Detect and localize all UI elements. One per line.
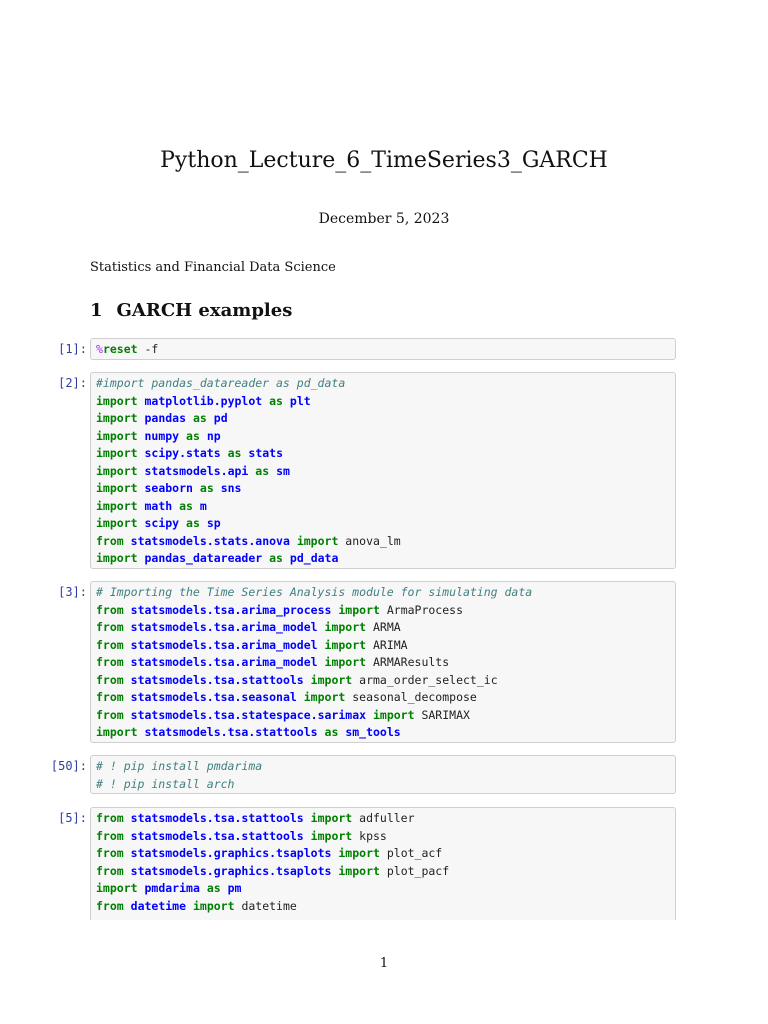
code-token: import	[96, 446, 138, 460]
code-token	[193, 499, 200, 513]
code-token	[318, 725, 325, 739]
code-line	[96, 637, 670, 655]
code-token	[124, 673, 131, 687]
code-token: as	[192, 411, 207, 425]
code-token: as	[186, 516, 200, 530]
code-token: statsmodels.tsa.arima_process	[130, 602, 332, 617]
code-token: # Importing the Time Series Analysis module for simulating data	[96, 585, 533, 599]
code-token: # ! pip install arch	[96, 776, 235, 791]
section-number: 1	[90, 300, 103, 321]
code-token: ARMA	[366, 620, 401, 634]
code-input-area[interactable]	[90, 581, 676, 743]
code-line	[96, 845, 670, 863]
code-token: import	[324, 637, 367, 652]
code-line	[96, 810, 670, 828]
code-token: from	[96, 690, 124, 704]
code-input-area[interactable]	[90, 338, 676, 360]
code-token: import	[96, 428, 138, 443]
code-token: import	[338, 846, 380, 860]
code-token: pmdarima	[144, 881, 200, 895]
code-input-area[interactable]	[90, 755, 676, 794]
code-token: adfuller	[352, 811, 415, 825]
code-line	[96, 480, 670, 498]
code-token: as	[199, 481, 214, 495]
code-line	[96, 341, 670, 359]
code-token	[221, 881, 228, 895]
code-token: as	[269, 393, 283, 408]
code-token	[179, 516, 186, 530]
code-token: from	[96, 655, 124, 669]
cell-prompt: [2]:	[58, 376, 87, 390]
code-token: pandas	[144, 411, 187, 425]
document-title: Python_Lecture_6_TimeSeries3_GARCH	[160, 148, 608, 173]
code-token: from	[96, 533, 124, 548]
code-token	[200, 429, 207, 443]
code-token: as	[324, 725, 339, 739]
code-token: as	[255, 463, 270, 478]
code-token: plot_pacf	[379, 863, 450, 878]
code-token: import	[310, 672, 353, 687]
code-token: from	[96, 637, 124, 652]
code-token	[318, 620, 325, 634]
section-title: GARCH examples	[116, 300, 293, 321]
code-token: statsmodels.stats.anova	[130, 533, 290, 548]
code-token	[318, 655, 325, 669]
code-token: statsmodels.graphics.tsaplots	[130, 863, 332, 878]
code-token: as	[227, 446, 242, 460]
code-token: statsmodels.api	[144, 463, 249, 478]
cell-prompt: [1]:	[58, 342, 87, 356]
code-token	[207, 411, 214, 425]
code-token: import	[96, 516, 138, 530]
code-token	[124, 603, 131, 617]
code-token	[124, 534, 131, 548]
code-token: from	[96, 898, 124, 913]
code-token: from	[96, 828, 124, 843]
code-line	[96, 863, 670, 881]
code-token: # ! pip install pmdarima	[96, 759, 263, 773]
code-token: math	[144, 498, 173, 513]
code-token: import	[96, 725, 138, 739]
code-input-area[interactable]	[90, 372, 676, 569]
document-date: December 5, 2023	[318, 211, 450, 227]
code-token: sp	[206, 516, 221, 530]
code-token	[318, 638, 325, 652]
code-line	[96, 776, 670, 794]
cell-prompt: [50]:	[50, 759, 87, 773]
code-token: import	[303, 690, 346, 704]
code-token: as	[269, 551, 283, 565]
code-token	[200, 516, 207, 530]
code-token: stats	[248, 446, 284, 460]
code-line	[96, 654, 670, 672]
code-line	[96, 428, 670, 446]
code-token: import	[96, 463, 138, 478]
code-token: import	[324, 620, 367, 634]
code-token	[124, 864, 131, 878]
code-line	[96, 689, 670, 707]
code-token	[200, 881, 207, 895]
code-token	[366, 708, 373, 722]
code-token: ARIMA	[366, 637, 408, 652]
code-token: statsmodels.graphics.tsaplots	[130, 846, 332, 860]
code-line	[96, 758, 670, 776]
code-token	[124, 690, 131, 704]
code-token: import	[338, 863, 380, 878]
code-token	[304, 673, 311, 687]
code-token: from	[96, 672, 124, 687]
code-token	[214, 481, 221, 495]
page-number: 1	[379, 956, 389, 971]
code-token: datetime	[130, 898, 187, 913]
code-line	[96, 550, 670, 568]
code-token	[124, 829, 131, 843]
code-token: pandas_datareader	[144, 551, 263, 565]
code-token: from	[96, 811, 124, 825]
code-token: sm	[276, 463, 290, 478]
code-line	[96, 463, 670, 481]
code-token: import	[338, 602, 380, 617]
code-token: #import pandas_datareader as pd_data	[96, 376, 346, 390]
code-token: statsmodels.tsa.stattools	[144, 725, 318, 739]
code-token: statsmodels.tsa.stattools	[130, 828, 304, 843]
code-line	[96, 445, 670, 463]
code-token: from	[96, 602, 124, 617]
code-token	[124, 620, 131, 634]
code-token: seaborn	[144, 481, 193, 495]
code-token: np	[206, 428, 221, 443]
code-token: as	[206, 881, 221, 895]
code-token: import	[296, 533, 339, 548]
code-token	[179, 429, 186, 443]
code-token	[124, 899, 131, 913]
code-token: import	[96, 481, 138, 495]
code-line	[96, 533, 670, 551]
code-token: from	[96, 707, 124, 722]
code-token	[304, 811, 311, 825]
document-subtitle: Statistics and Financial Data Science	[90, 260, 336, 275]
code-token: anova_lm	[338, 533, 401, 548]
code-token	[124, 811, 131, 825]
code-token: import	[96, 411, 138, 425]
code-line	[96, 410, 670, 428]
code-token: import	[96, 881, 138, 895]
code-line	[96, 602, 670, 620]
code-line	[96, 724, 670, 742]
code-token: sm_tools	[345, 725, 401, 739]
code-token	[193, 481, 200, 495]
cell-prompt: [5]:	[58, 811, 87, 825]
code-token	[124, 638, 131, 652]
code-token: from	[96, 863, 124, 878]
code-token: import	[192, 898, 235, 913]
code-token: m	[199, 498, 207, 513]
code-line	[96, 707, 670, 725]
code-token: from	[96, 620, 124, 634]
code-token: statsmodels.tsa.arima_model	[130, 620, 318, 634]
code-token: statsmodels.tsa.statespace.sarimax	[130, 707, 367, 722]
code-token: scipy	[144, 516, 180, 530]
code-token: from	[96, 846, 124, 860]
code-token: statsmodels.tsa.seasonal	[130, 690, 297, 704]
code-token	[283, 551, 290, 565]
code-token: import	[310, 811, 353, 825]
code-token	[297, 690, 304, 704]
code-token: statsmodels.tsa.arima_model	[130, 655, 318, 669]
code-token	[283, 394, 290, 408]
code-line	[96, 828, 670, 846]
code-token: import	[324, 655, 367, 669]
code-token: %	[96, 342, 103, 356]
code-token: plt	[289, 393, 311, 408]
code-token: numpy	[144, 428, 180, 443]
cell-prompt: [3]:	[58, 585, 87, 599]
section-heading	[90, 300, 292, 321]
code-token: scipy.stats	[144, 446, 221, 460]
code-line	[96, 393, 670, 411]
code-token: arma_order_select_ic	[352, 672, 498, 687]
code-token: seasonal_decompose	[345, 690, 477, 704]
code-token	[304, 829, 311, 843]
code-token: reset	[102, 342, 138, 356]
code-token: import	[96, 498, 138, 513]
code-token: kpss	[352, 828, 387, 843]
code-line	[96, 498, 670, 516]
code-token: matplotlib.pyplot	[144, 393, 263, 408]
code-token: pm	[227, 881, 242, 895]
code-token: as	[179, 498, 193, 513]
code-token: statsmodels.tsa.stattools	[130, 672, 304, 687]
code-line	[96, 515, 670, 533]
code-token: pd_data	[289, 551, 339, 565]
code-token: -f	[137, 342, 159, 356]
code-token	[290, 534, 297, 548]
code-token	[124, 708, 131, 722]
code-line	[96, 898, 670, 916]
code-token	[186, 899, 193, 913]
code-token: pd	[213, 411, 228, 425]
code-token: statsmodels.tsa.arima_model	[130, 637, 318, 652]
code-token: datetime	[234, 898, 297, 913]
code-line	[96, 584, 670, 602]
code-token: plot_acf	[379, 846, 443, 860]
code-token: ARMAResults	[366, 655, 450, 669]
code-line	[96, 672, 670, 690]
code-token: import	[372, 707, 415, 722]
code-token: ArmaProcess	[379, 602, 464, 617]
code-token: as	[186, 428, 200, 443]
code-token	[221, 446, 228, 460]
code-token	[124, 846, 131, 860]
code-token: import	[96, 551, 138, 565]
code-line	[96, 619, 670, 637]
code-token	[124, 655, 131, 669]
code-token: import	[96, 393, 138, 408]
code-token: import	[310, 828, 353, 843]
code-line	[96, 375, 670, 393]
code-line	[96, 880, 670, 898]
code-token	[186, 411, 193, 425]
code-input-area[interactable]	[90, 807, 676, 920]
code-token: statsmodels.tsa.stattools	[130, 811, 304, 825]
code-token: SARIMAX	[414, 707, 470, 722]
code-token: sns	[220, 481, 242, 495]
